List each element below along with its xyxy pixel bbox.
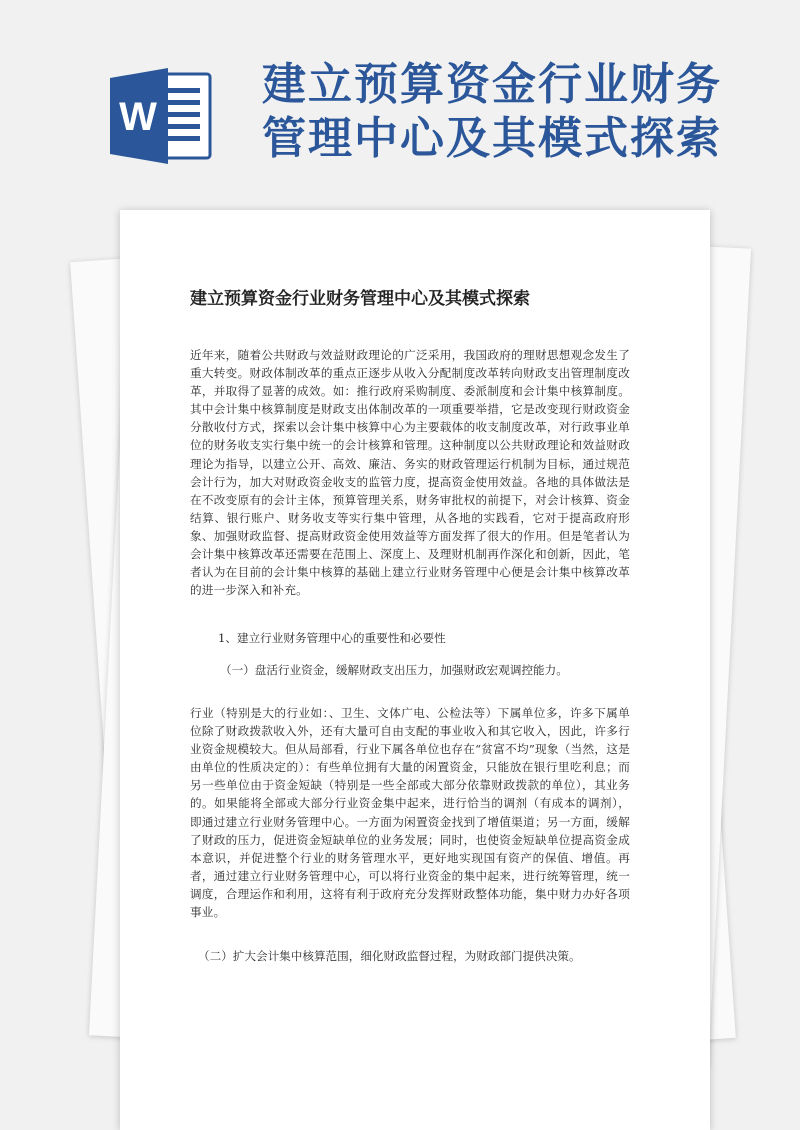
document-title: 建立预算资金行业财务管理中心及其模式探索 bbox=[190, 289, 530, 309]
paragraph-1: 近年来，随着公共财政与效益财政理论的广泛采用，我国政府的理财思想观念发生了重大转变。财政体制改革的重点正逐步从收入分配制度改革转向财政支出管理制度改革，并取得了显著的成效。如：推行政府采购制度、委派制度和会计集中核算制度。其中会计集中核算制度是财政支出体制改革的一项重要举措，它是改变现行财政资金分散收付方式，探索以会计集中核算中心为主要载体的收支制度改革，对行政事业单位的财务收支实行集中统一的会计核算和管理。这种制度以公共财政理论和效益财政理论为指导，以建立公开、高效、廉洁、务实的财政管理运行机制为目标，通过规范会计行为，加大对财政资金收支的监管力度，提高资金使用效益。各地的具体做法是在不改变原有的会计主体，预算管理关系，财务审批权的前提下，对会计核算、资金结算、银行账户、财务收支等实行集中管理，从各地的实践看，它对于提高政府形象、加强财政监督、提高财政资金使用效益等方面发挥了很大的作用。但是笔者认为会计集中核算改革还需要在范围上、深度上、及理财机制再作深化和创新，因此，笔者认为在目前的会计集中核算的基础上建立行业财务管理中心便是会计集中核算改革的进一步深入和补充。 bbox=[190, 348, 630, 598]
word-logo-icon bbox=[110, 66, 215, 166]
section-heading-1: 1、建立行业财务管理中心的重要性和必要性 bbox=[218, 631, 446, 645]
subsection-heading-1: （一）盘活行业资金，缓解财政支出压力，加强财政宏观调控能力。 bbox=[220, 663, 568, 677]
logo-letter: W bbox=[119, 95, 157, 139]
banner-title-line2: 管理中心及其模式探索 bbox=[262, 113, 722, 164]
subsection-heading-2: （二）扩大会计集中核算范围，细化财政监督过程，为财政部门提供决策。 bbox=[198, 949, 581, 963]
document-page bbox=[120, 210, 710, 1130]
banner-title bbox=[262, 58, 782, 166]
banner-title-line1: 建立预算资金行业财务 bbox=[262, 59, 722, 110]
paragraph-2: 行业（特别是大的行业如：、卫生、文体广电、公检法等）下属单位多，许多下属单位除了财政拨款收入外，还有大量可自由支配的事业收入和其它收入，因此，许多行业资金规模较大。但从局部看，行业下属各单位也存在“贫富不均”现象（当然，这是由单位的性质决定的）：有些单位拥有大量的闲置资金，只能放在银行里吃利息；而另一些单位由于资金短缺（特别是一些全部或大部分依靠财政拨款的单位），其业务的。如果能将全部或大部分行业资金集中起来，进行恰当的调剂（有成本的调剂），即通过建立行业财务管理中心。一方面为闲置资金找到了增值渠道；另一方面，缓解了财政的压力，促进资金短缺单位的业务发展；同时，也使资金短缺单位提高资金成本意识，并促进整个行业的财务管理水平，更好地实现国有资产的保值、增值。再者，通过建立行业财务管理中心，可以将行业资金的集中起来，进行统筹管理，统一调度，合理运作和利用，这将有利于政府充分发挥财政整体功能，集中财力办好各项事业。 bbox=[190, 706, 630, 920]
